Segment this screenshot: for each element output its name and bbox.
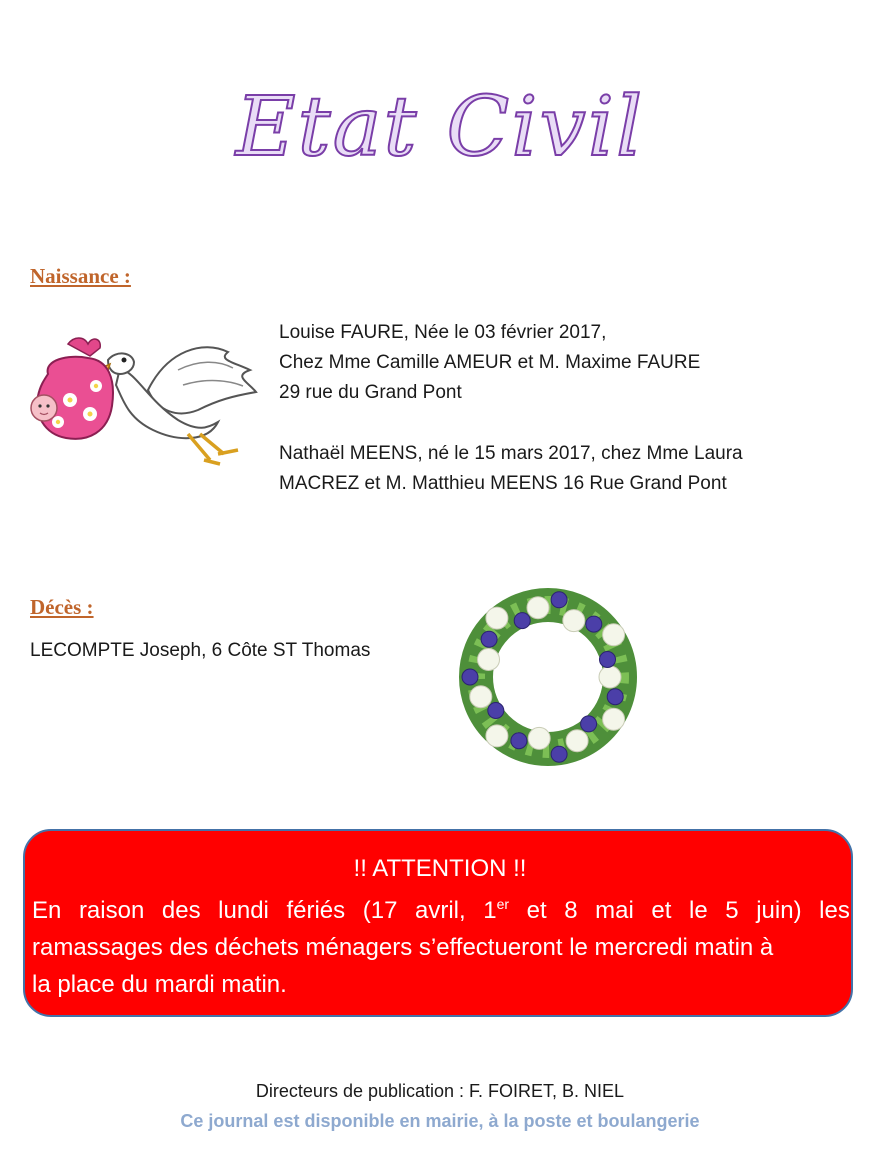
page-title: Etat Civil <box>235 80 645 175</box>
white-rose-icon <box>603 708 625 730</box>
iris-icon <box>481 631 497 647</box>
attention-word: 1er <box>483 896 510 924</box>
attention-line: ramassages des déchets ménagers s’effectueront le mercredi matin à <box>32 934 774 961</box>
availability-note: Ce journal est disponible en mairie, à la poste et boulangerie <box>180 1111 700 1131</box>
funeral-wreath-icon <box>453 585 643 770</box>
birth-entry-line: Nathaël MEENS, né le 15 mars 2017, chez Mme Laura <box>279 443 743 464</box>
attention-word: 8 <box>564 897 578 924</box>
white-rose-icon <box>486 725 508 747</box>
iris-icon <box>607 689 623 705</box>
stork-with-baby-icon <box>28 330 260 470</box>
birth-entry-line: Louise FAURE, Née le 03 février 2017, <box>279 322 607 343</box>
white-rose-icon <box>603 624 625 646</box>
white-rose-icon <box>470 686 492 708</box>
attention-word: avril, <box>415 897 466 924</box>
white-rose-icon <box>566 730 588 752</box>
ordinal-superscript: er <box>496 896 510 912</box>
attention-word: des <box>161 897 201 924</box>
white-rose-icon <box>527 597 549 619</box>
attention-box <box>23 829 853 1017</box>
deces-heading: Décès : <box>30 595 94 619</box>
white-rose-icon <box>478 649 500 671</box>
iris-icon <box>514 613 530 629</box>
death-entry-line: LECOMPTE Joseph, 6 Côte ST Thomas <box>30 640 371 661</box>
iris-icon <box>488 703 504 719</box>
iris-icon <box>581 716 597 732</box>
white-rose-icon <box>528 727 550 749</box>
attention-line: la place du mardi matin. <box>32 971 287 998</box>
attention-word: juin) <box>756 897 802 924</box>
attention-word: En <box>32 897 62 924</box>
attention-word: (17 <box>362 897 398 924</box>
attention-word: et <box>651 897 672 924</box>
attention-word: lundi <box>218 897 269 924</box>
attention-word: les <box>819 897 850 924</box>
attention-word: et <box>526 897 547 924</box>
white-rose-icon <box>599 666 621 688</box>
iris-icon <box>600 652 616 668</box>
white-rose-icon <box>563 610 585 632</box>
birth-entry-line: 29 rue du Grand Pont <box>279 382 462 403</box>
birth-entry-line: MACREZ et M. Matthieu MEENS 16 Rue Grand Pont <box>279 473 727 494</box>
iris-icon <box>551 592 567 608</box>
white-rose-icon <box>486 607 508 629</box>
attention-word: mai <box>595 897 634 924</box>
iris-icon <box>462 669 478 685</box>
attention-word: 5 <box>725 897 739 924</box>
attention-title: !! ATTENTION !! <box>353 855 527 882</box>
attention-word: raison <box>78 897 145 924</box>
iris-icon <box>551 746 567 762</box>
attention-word: fériés <box>286 897 346 924</box>
iris-icon <box>586 616 602 632</box>
publication-directors: Directeurs de publication : F. FOIRET, B. NIEL <box>255 1081 625 1101</box>
attention-word: le <box>689 897 708 924</box>
birth-entry-line: Chez Mme Camille AMEUR et M. Maxime FAURE <box>279 352 701 373</box>
attention-line <box>32 897 850 925</box>
naissance-heading: Naissance : <box>30 264 131 288</box>
iris-icon <box>511 733 527 749</box>
